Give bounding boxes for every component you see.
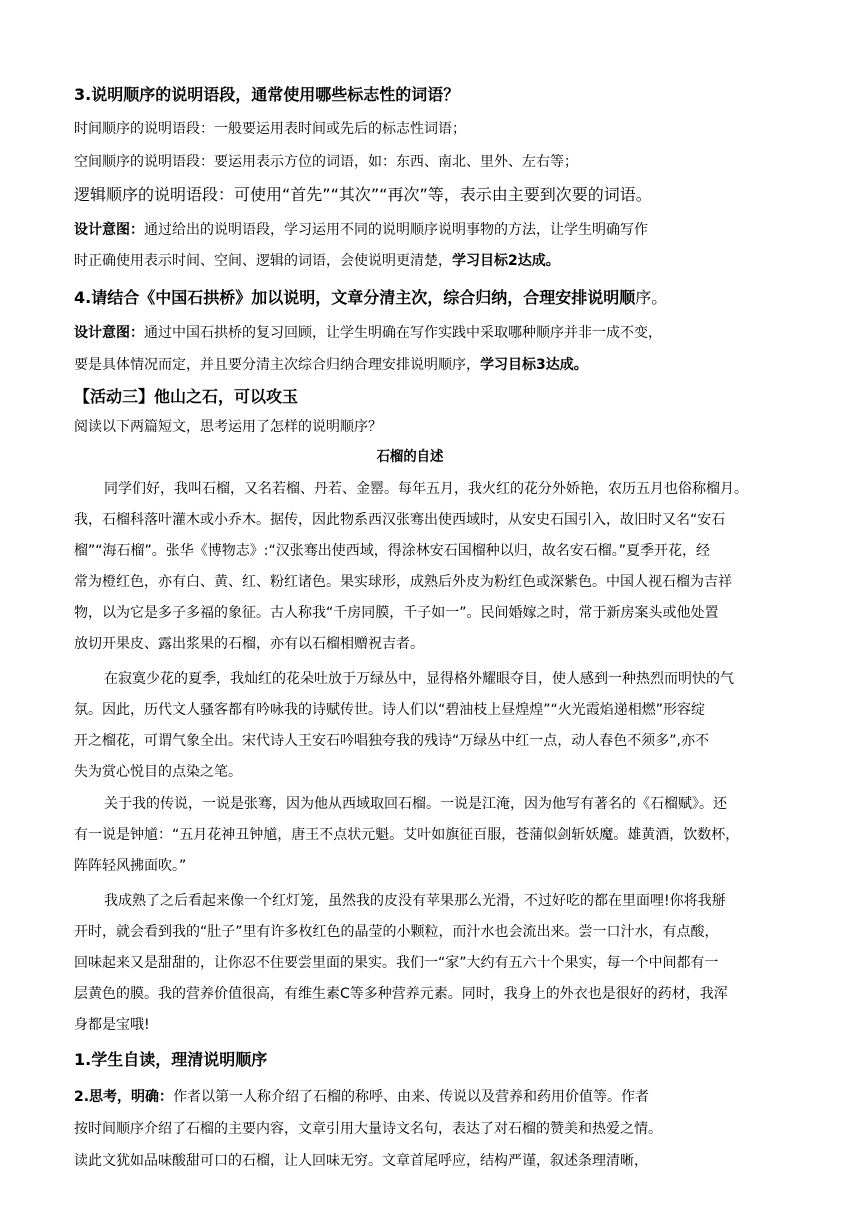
article-line: 我，石榴科落叶灌木或小乔木。据传，因此物系西汉张骞出使西域时，从安史石国引入，故旧时又名“安石 — [74, 512, 726, 528]
design-intent-2-line2: 要是具体情况而定，并且要分清主次综合归纳合理安排说明顺序，学习目标3达成。 — [74, 357, 588, 373]
step-1-heading: 1.学生自读，理清说明顺序 — [74, 1050, 268, 1069]
question-3-heading: 3.说明顺序的说明语段，通常使用哪些标志性的词语？ — [74, 85, 460, 104]
article-line: 身都是宝哦! — [74, 1017, 150, 1033]
article-line: 氛。因此，历代文人骚客都有吟咏我的诗赋传世。诗人们以“碧油枝上昼煌煌”“火光霞焰递相燃”形容绽 — [74, 702, 706, 718]
article-line: 关于我的传说，一说是张骞，因为他从西域取回石榴。一说是江淹，因为他写有著名的《石榴赋》。还 — [104, 796, 727, 812]
step-2-line1: 2.思考，明确：作者以第一人称介绍了石榴的称呼、由来、传说以及营养和药用价值等。作者 — [74, 1089, 650, 1105]
article-line: 开之榴花，可谓气象全出。宋代诗人王安石吟唱独夸我的残诗“万绿丛中红一点，动人春色不须多”,亦不 — [74, 733, 709, 749]
space-order-text: 空间顺序的说明语段：要运用表示方位的词语，如：东西、南北、里外、左右等； — [74, 154, 578, 170]
article-line: 层黄色的膜。我的营养价值很高，有维生素C等多种营养元素。同时，我身上的外衣也是很好的药材，我浑 — [74, 986, 728, 1002]
question-4-heading: 4.请结合《中国石拱桥》加以说明，文章分清主次，综合归纳，合理安排说明顺序。 — [74, 288, 668, 307]
design-intent-1-line2: 时正确使用表示时间、空间、逻辑的词语，会使说明更清楚，学习目标2达成。 — [74, 253, 560, 269]
article-line: 失为赏心悦目的点染之笔。 — [74, 764, 242, 780]
article-line: 榴”“海石榴”。张华《博物志》:“汉张骞出使西域，得涂林安石国榴种以归，故名安石榴。”夏季开花，经 — [74, 543, 710, 559]
article-title: 石榴的自述 — [376, 449, 444, 465]
article-line: 阵阵轻风拂面吹。” — [74, 858, 187, 874]
activity-3-title: 【活动三】他山之石，可以攻玉 — [74, 387, 299, 406]
learning-goal-2: 学习目标2达成。 — [452, 253, 560, 269]
learning-goal-3: 学习目标3达成。 — [480, 357, 588, 373]
logic-order-text: 逻辑顺序的说明语段：可使用“首先”“其次”“再次”等，表示由主要到次要的词语。 — [74, 185, 652, 204]
activity-3-instruction: 阅读以下两篇短文，思考运用了怎样的说明顺序？ — [74, 419, 382, 435]
step-2-label: 2.思考，明确： — [74, 1089, 174, 1105]
article-line: 同学们好，我叫石榴，又名若榴、丹若、金罂。每年五月，我火红的花分外娇艳，农历五月也俗称榴月。 — [104, 481, 748, 497]
step-2-line2: 按时间顺序介绍了石榴的主要内容，文章引用大量诗文名句，表达了对石榴的赞美和热爱之情。 — [74, 1121, 662, 1137]
article-line: 在寂寞少花的夏季，我灿红的花朵吐放于万绿丛中，显得格外耀眼夺目，使人感到一种热烈而明快的气 — [104, 671, 734, 687]
article-line: 开时，就会看到我的“肚子”里有许多枚红色的晶莹的小颗粒，而汁水也会流出来。尝一口汁水，有点酸， — [74, 924, 719, 940]
article-line: 放切开果皮、露出浆果的石榴，亦有以石榴相赠祝吉者。 — [74, 636, 424, 652]
design-intent-2-line1: 设计意图：通过中国石拱桥的复习回顾，让学生明确在写作实践中采取哪种顺序并非一成不变， — [74, 325, 662, 341]
article-line: 常为橙红色，亦有白、黄、红、粉红诸色。果实球形，成熟后外皮为粉红色或深紫色。中国人视石榴为吉祥 — [74, 574, 732, 590]
article-line: 物，以为它是多子多福的象征。古人称我“千房同膜，千子如一”。民间婚嫁之时，常于新房案头或他处置 — [74, 605, 719, 621]
time-order-text: 时间顺序的说明语段：一般要运用表时间或先后的标志性词语； — [74, 121, 466, 137]
article-line: 回味起来又是甜甜的，让你忍不住要尝里面的果实。我们一“家”大约有五六十个果实，每一个中间都有一 — [74, 955, 719, 971]
article-line: 有一说是钟馗：“五月花神丑钟馗，唐王不点状元魁。艾叶如旗征百服，苍蒲似剑斩妖魔。雄黄酒，饮数杯， — [74, 827, 740, 843]
step-2-line3: 读此文犹如品味酸甜可口的石榴，让人回味无穷。文章首尾呼应，结构严谨，叙述条理清晰， — [74, 1153, 648, 1169]
design-intent-label: 设计意图： — [74, 325, 144, 341]
design-intent-label: 设计意图： — [74, 222, 144, 238]
design-intent-1-line1: 设计意图：通过给出的说明语段，学习运用不同的说明顺序说明事物的方法，让学生明确写作 — [74, 222, 648, 238]
article-line: 我成熟了之后看起来像一个红灯笼，虽然我的皮没有苹果那么光滑，不过好吃的都在里面哩!你将我掰 — [104, 893, 726, 909]
